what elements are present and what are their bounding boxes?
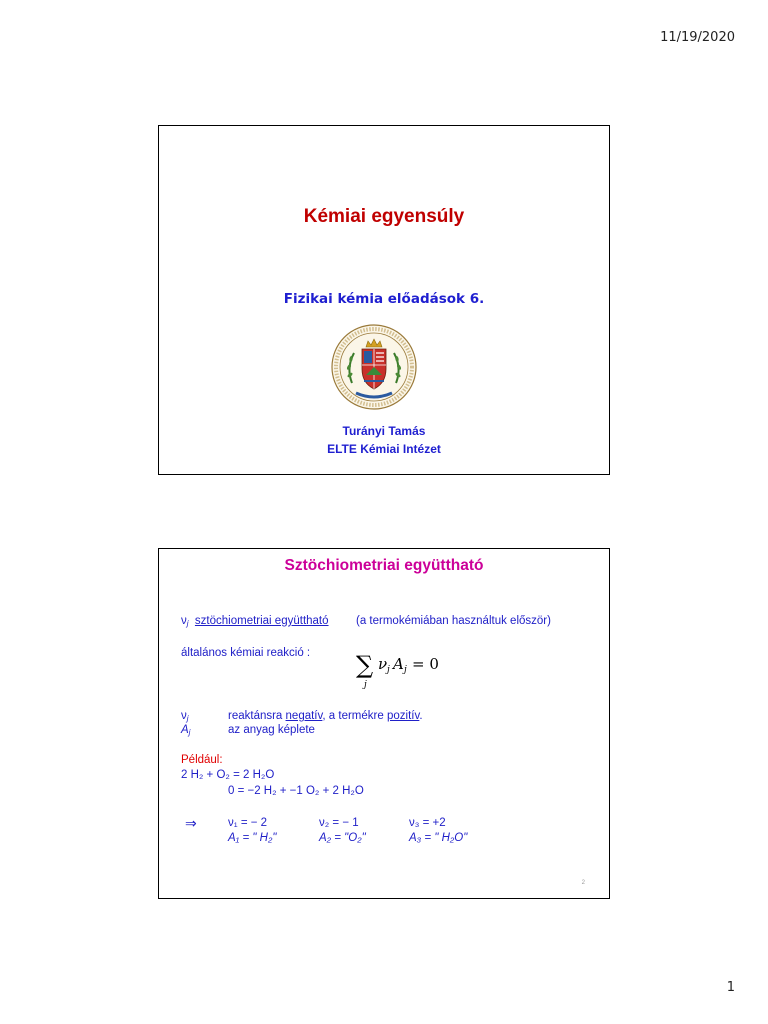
svg-text:j: j bbox=[404, 665, 407, 675]
a-value-2: A₂ = "O₂" bbox=[319, 832, 366, 844]
nu-definition-line bbox=[181, 615, 329, 628]
nu-sign-description bbox=[228, 710, 423, 722]
a-symbol: A bbox=[181, 724, 189, 736]
svg-text:= 0: = 0 bbox=[412, 655, 439, 673]
a-value-3: A₃ = " H₂O" bbox=[409, 832, 468, 844]
university-seal-icon bbox=[330, 323, 418, 411]
nu-label: sztöchiometriai együttható bbox=[194, 615, 329, 627]
a-symbol-row bbox=[181, 724, 190, 737]
date-stamp: 11/19/2020 bbox=[660, 30, 735, 45]
svg-text:ν: ν bbox=[378, 655, 388, 673]
slide-title: Kémiai egyensúly bbox=[303, 206, 465, 227]
desc-text: reaktánsra bbox=[228, 710, 286, 722]
a-subscript: j bbox=[188, 728, 191, 737]
a-value-1: A₁ = " H₂" bbox=[228, 832, 277, 844]
svg-text:∑: ∑ bbox=[356, 651, 374, 679]
negative-text: negatív bbox=[285, 710, 323, 722]
nu-value-3: ν₃ = +2 bbox=[409, 817, 446, 829]
slide-subtitle: Fizikai kémia előadások 6. bbox=[283, 291, 485, 307]
sum-formula bbox=[356, 647, 446, 692]
example-equation-2: 0 = −2 H₂ + −1 O₂ + 2 H₂O bbox=[228, 785, 364, 797]
slide-2 bbox=[158, 548, 610, 899]
nu-symbol-row bbox=[181, 710, 189, 723]
slide-title: Sztöchiometriai együttható bbox=[284, 557, 484, 574]
institute-name: ELTE Kémiai Intézet bbox=[327, 442, 441, 456]
svg-text:j: j bbox=[364, 680, 367, 690]
implies-arrow-icon: ⇒ bbox=[185, 815, 197, 831]
nu-value-2: ν₂ = − 1 bbox=[319, 817, 359, 829]
example-label: Például: bbox=[181, 754, 223, 766]
nu-symbol: ν bbox=[181, 615, 187, 627]
example-equation-1: 2 H₂ + O₂ = 2 H₂O bbox=[181, 769, 275, 781]
slide-1 bbox=[158, 125, 610, 475]
general-reaction-label: általános kémiai reakció : bbox=[181, 647, 311, 659]
svg-text:A: A bbox=[393, 655, 404, 673]
page-number: 1 bbox=[726, 980, 735, 995]
nu-subscript: j bbox=[186, 619, 189, 628]
desc-text: . bbox=[419, 710, 423, 722]
nu-subscript: j bbox=[186, 714, 189, 723]
a-description: az anyag képlete bbox=[228, 724, 315, 736]
desc-text: , a termékre bbox=[322, 710, 387, 722]
author-name: Turányi Tamás bbox=[342, 424, 426, 438]
nu-note: (a termokémiában használtuk először) bbox=[356, 615, 551, 627]
nu-symbol: ν bbox=[181, 710, 187, 722]
slide-number: 2 bbox=[581, 880, 585, 886]
svg-text:j: j bbox=[387, 665, 390, 675]
nu-value-1: ν₁ = − 2 bbox=[228, 817, 268, 829]
positive-text: pozitív bbox=[386, 710, 420, 722]
